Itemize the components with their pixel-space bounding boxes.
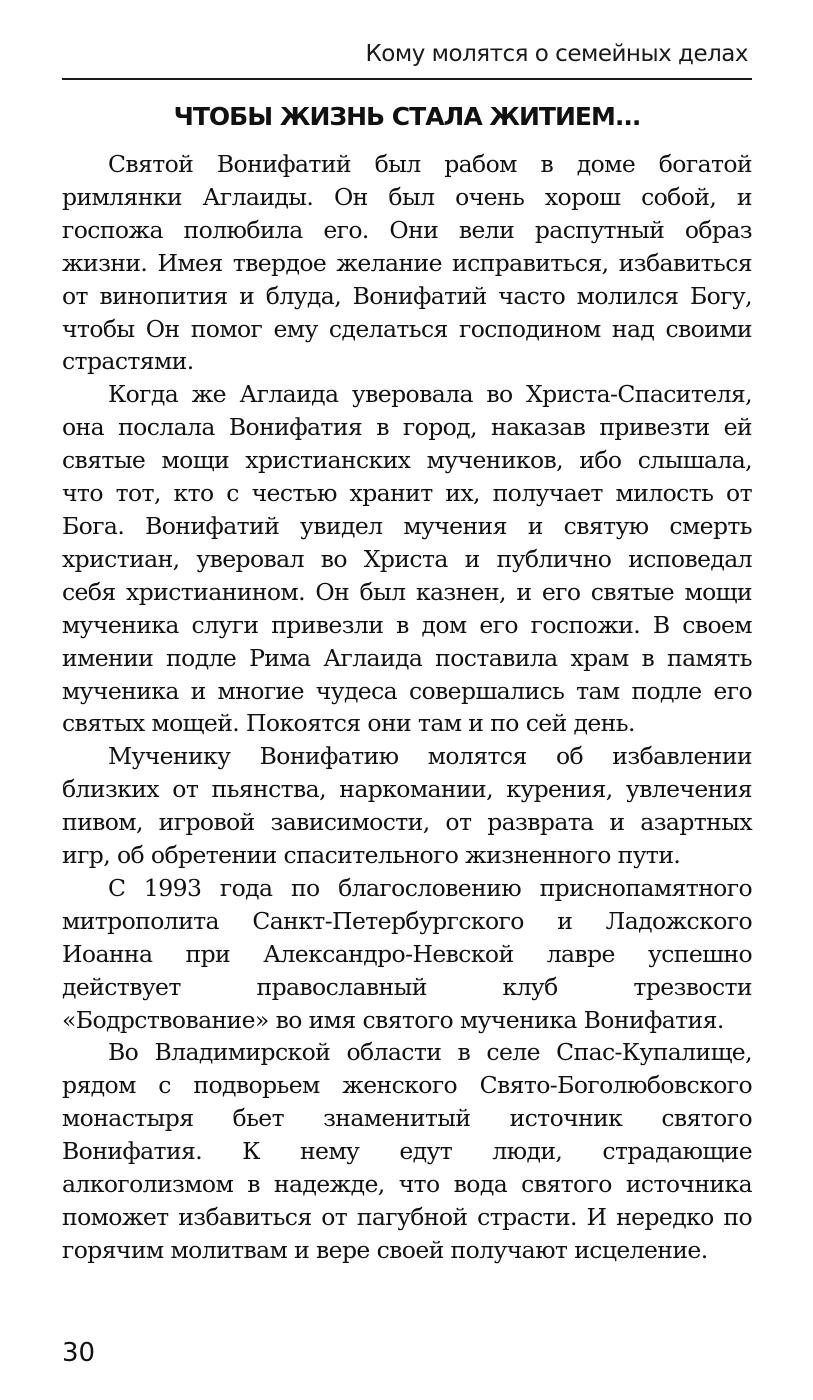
paragraph: Мученику Вонифатию молятся об избавлении близких от пьянства, наркомании, курения, увлечения пивом, игровой зависимости, от разврата и азартных игр, об обретении спасительного жизненного пути. [62,742,752,870]
running-head: Кому молятся о семейных делах [365,41,748,67]
page-number: 30 [62,1338,96,1368]
paragraph: Во Владимирской области в селе Спас-Купалище, рядом с подворьем женского Свято-Боголюбовского монастыря бьет знаменитый источник святого Вонифатия. К нему едут люди, страдающие алкоголизмом в надежде, что вода святого источника поможет избавиться от пагубной страсти. И нередко по горячим молитвам и вере своей получают исцеление. [62,1038,752,1264]
chapter-title: ЧТОБЫ ЖИЗНЬ СТАЛА ЖИТИЕМ... [173,102,641,131]
header-rule [62,78,752,80]
body-text [62,148,752,1267]
paragraph: Святой Вонифатий был рабом в доме богатой римлянки Аглаиды. Он был очень хорош собой, и госпожа полюбила его. Они вели распутный образ жизни. Имея твердое желание исправиться, избавиться от винопития и блуда, Вонифатий часто молился Богу, чтобы Он помог ему сделаться господином над своими страстями. [62,150,752,376]
paragraph: Когда же Аглаида уверовала во Христа-Спасителя, она послала Вонифатия в город, наказав привезти ей святые мощи христианских мучеников, ибо слышала, что тот, кто с честью хранит их, получает милость от Бога. Вонифатий увидел мучения и святую смерть христиан, уверовал во Христа и публично исповедал себя христианином. Он был казнен, и его святые мощи мученика слуги привезли в дом его госпожи. В своем имении подле Рима Аглаида поставила храм в память мученика и многие чудеса совершались там подле его святых мощей. Покоятся они там и по сей день. [62,380,752,738]
paragraph: С 1993 года по благословению приснопамятного митрополита Санкт-Петербургского и Ладожского Иоанна при Александро-Невской лавре успешно действует православный клуб трезвости «Бодрствование» во имя святого мученика Вонифатия. [62,873,752,1034]
